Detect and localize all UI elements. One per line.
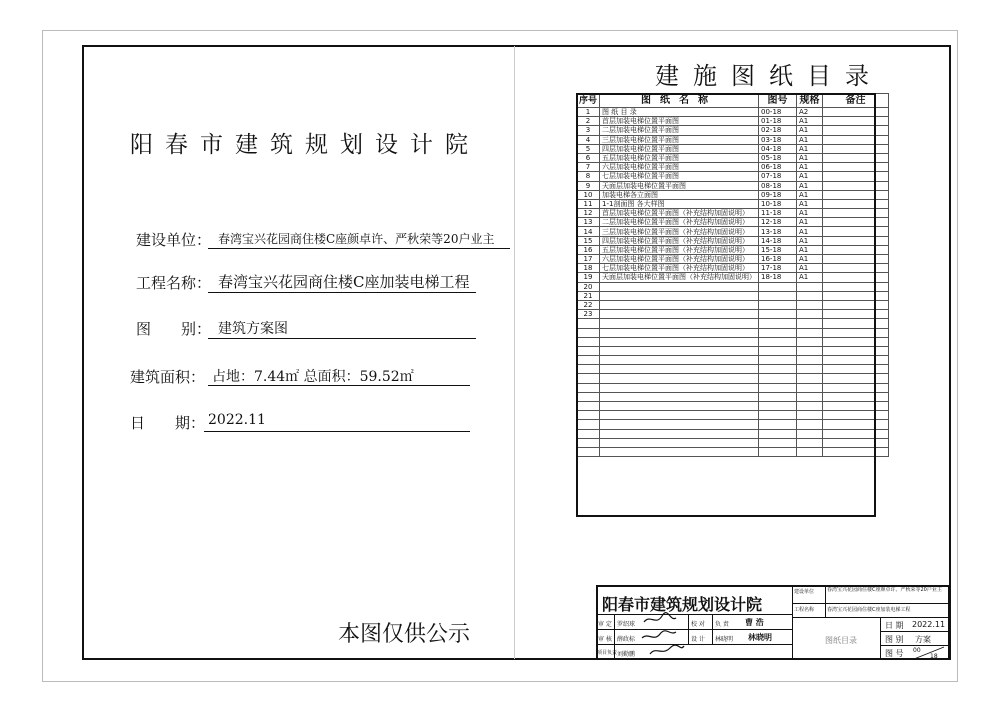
catalog-cell-name: 首层加装电梯位置平面图（补充结构加固说明） [600,209,759,218]
catalog-cell-code: 06-18 [759,163,797,172]
tb-date-value: 2022.11 [912,620,946,629]
cover-field-label-category: 图 别： [136,320,212,338]
cover-field-value-area: 占地：7.44㎡ 总面积：59.52㎡ [212,369,414,385]
tb-approve-name: 罗绍球 [617,621,636,628]
tb-drawing-name: 图纸目录 [825,636,857,645]
catalog-cell-name: 图 纸 目 录 [600,108,759,117]
cover-field-value-project: 春湾宝兴花园商住楼C座加装电梯工程 [218,273,470,291]
cover-institute-name: 阳春市建筑规划设计院 [130,132,480,158]
signature-marks [640,612,688,660]
cover-field-underline [208,338,476,339]
catalog-cell-size: A1 [797,227,823,236]
catalog-cell-name: 六层加装电梯位置平面图 [600,163,759,172]
catalog-cell-name: 四层加装电梯位置平面图（补充结构加固说明） [600,236,759,245]
catalog-cell-size: A1 [797,126,823,135]
tb-line [825,585,826,617]
cover-field-label-date: 日 期： [130,414,206,432]
catalog-cell-name: 五层加装电梯位置平面图（补充结构加固说明） [600,245,759,254]
catalog-cell-name: 六层加装电梯位置平面图（补充结构加固说明） [600,255,759,264]
cover-field-value-category: 建筑方案图 [218,321,288,337]
catalog-cell-name: 天面层加装电梯位置平面图 [600,181,759,190]
catalog-cell-no: 16 [577,245,600,254]
catalog-header-size: 规格 [797,94,823,108]
catalog-cell-name: 四层加装电梯位置平面图 [600,144,759,153]
catalog-cell-size: A1 [797,264,823,273]
catalog-cell-code: 16-18 [759,255,797,264]
catalog-cell-size: A1 [797,144,823,153]
catalog-cell-no: 17 [577,255,600,264]
catalog-frame [576,93,876,517]
tb-client-label: 建设单位 [794,589,815,595]
catalog-cell-no: 6 [577,153,600,162]
tb-pm-label: 项目负责 [597,650,618,656]
catalog-cell-code: 10-18 [759,199,797,208]
tb-number-label: 图 号 [885,649,904,658]
tb-design-label: 设 计 [691,636,705,643]
catalog-cell-name: 七层加装电梯位置平面图 [600,172,759,181]
catalog-cell-no: 9 [577,181,600,190]
tb-line [792,603,950,604]
catalog-cell-code: 04-18 [759,144,797,153]
catalog-cell-no: 11 [577,199,600,208]
catalog-cell-name: 二层加装电梯位置平面图（补充结构加固说明） [600,218,759,227]
tb-number-slash [910,646,948,660]
catalog-cell-name: 三层加装电梯位置平面图（补充结构加固说明） [600,227,759,236]
catalog-cell-size: A1 [797,172,823,181]
tb-client-value: 春湾宝兴花园商住楼C座颜卓许、严秋荣等20户业主 [827,587,942,593]
cover-field-underline [208,292,476,293]
catalog-cell-code: 13-18 [759,227,797,236]
catalog-cell-size: A1 [797,273,823,282]
catalog-cell-name: 首层加装电梯位置平面图 [600,117,759,126]
catalog-cell-code: 14-18 [759,236,797,245]
cover-field-underline [208,385,470,386]
catalog-cell-code: 11-18 [759,209,797,218]
catalog-cell-no: 21 [577,291,600,300]
catalog-cell-size: A1 [797,190,823,199]
catalog-cell-code: 05-18 [759,153,797,162]
tb-date-label: 日 期 [885,621,904,630]
catalog-cell-size: A1 [797,218,823,227]
cover-field-value-client: 春湾宝兴花园商住楼C座颜卓许、严秋荣等20户业主 [218,232,495,246]
catalog-cell-code: 02-18 [759,126,797,135]
catalog-cell-code: 15-18 [759,245,797,254]
catalog-cell-no: 7 [577,163,600,172]
catalog-cell-code: 03-18 [759,135,797,144]
catalog-cell-no: 4 [577,135,600,144]
catalog-cell-code: 00-18 [759,108,797,117]
catalog-cell-size: A1 [797,209,823,218]
catalog-cell-code: 17-18 [759,264,797,273]
catalog-cell-no: 15 [577,236,600,245]
tb-type-label: 图 别 [885,635,904,644]
tb-line [792,585,793,660]
tb-charge-label: 负 责 [715,621,729,628]
catalog-cell-name: 三层加装电梯位置平面图 [600,135,759,144]
catalog-cell-size: A1 [797,245,823,254]
tb-number-value: 00 [913,647,921,654]
catalog-cell-code: 01-18 [759,117,797,126]
catalog-cell-no: 12 [577,209,600,218]
tb-pm-name: 刘勤鹏 [617,651,636,658]
tb-line [596,614,792,615]
tb-project-label: 工程名称 [794,607,815,613]
tb-line [712,614,713,644]
tb-line [880,631,950,632]
catalog-cell-no: 23 [577,310,600,319]
page-divider [514,46,515,659]
catalog-cell-no: 13 [577,218,600,227]
catalog-cell-size: A1 [797,163,823,172]
catalog-cell-size: A1 [797,117,823,126]
tb-line [596,644,792,645]
catalog-cell-no: 5 [577,144,600,153]
catalog-cell-no: 2 [577,117,600,126]
tb-charge-name: 曹 浩 [745,618,764,627]
tb-line [792,617,950,618]
catalog-cell-name: 七层加装电梯位置平面图（补充结构加固说明） [600,264,759,273]
catalog-cell-size: A1 [797,135,823,144]
catalog-cell-name: 加装电梯各立面图 [600,190,759,199]
tb-line [688,614,689,644]
catalog-cell-no: 19 [577,273,600,282]
tb-approve-label: 审 定 [598,621,612,628]
catalog-cell-no: 18 [577,264,600,273]
catalog-cell-no: 1 [577,108,600,117]
catalog-cell-name: 天面层加装电梯位置平面图（补充结构加固说明） [600,273,759,282]
catalog-cell-code: 12-18 [759,218,797,227]
catalog-cell-no: 14 [577,227,600,236]
catalog-cell-size: A2 [797,108,823,117]
cover-field-label-project: 工程名称： [136,274,212,292]
catalog-cell-size: A1 [797,236,823,245]
catalog-cell-size: A1 [797,199,823,208]
tb-check-label: 校 对 [691,621,705,628]
catalog-cell-no: 10 [577,190,600,199]
tb-review-name: 薛政标 [617,636,636,643]
cover-field-label-area: 建筑面积： [130,368,206,386]
catalog-title: 建施图纸目录 [655,62,883,90]
catalog-cell-size: A1 [797,255,823,264]
catalog-cell-code: 08-18 [759,181,797,190]
title-block-institute: 阳春市建筑规划设计院 [602,595,763,614]
catalog-header-no: 序号 [577,94,600,108]
catalog-cell-name: 五层加装电梯位置平面图 [600,153,759,162]
catalog-header-code: 图号 [759,94,797,108]
cover-field-value-date: 2022.11 [208,412,266,428]
catalog-cell-size: A1 [797,181,823,190]
tb-line [880,617,881,660]
catalog-cell-code: 09-18 [759,190,797,199]
catalog-cell-no: 8 [577,172,600,181]
catalog-cell-name: 1-1剖面图 各大样图 [600,199,759,208]
cover-field-underline [208,248,510,249]
catalog-cell-size: A1 [797,153,823,162]
catalog-cell-name: 二层加装电梯位置平面图 [600,126,759,135]
catalog-header-name: 图纸名称 [600,94,759,108]
catalog-cell-code: 07-18 [759,172,797,181]
catalog-cell-no: 20 [577,282,600,291]
tb-project-value: 春湾宝兴花园商住楼C座加装电梯工程 [827,607,911,613]
cover-field-label-client: 建设单位： [136,231,212,249]
tb-design-name: 林晓明 [715,636,734,643]
tb-signer-name: 林晓明 [748,633,772,642]
catalog-cell-no: 22 [577,300,600,309]
catalog-cell-no: 3 [577,126,600,135]
tb-review-label: 审 核 [598,636,612,643]
tb-line [596,629,792,630]
tb-number-total: 18 [930,653,938,660]
catalog-cell-code: 18-18 [759,273,797,282]
catalog-header-note: 备注 [823,94,889,108]
public-notice: 本图仅供公示 [338,622,471,647]
tb-type-value: 方案 [915,635,931,644]
cover-field-underline [204,431,470,432]
